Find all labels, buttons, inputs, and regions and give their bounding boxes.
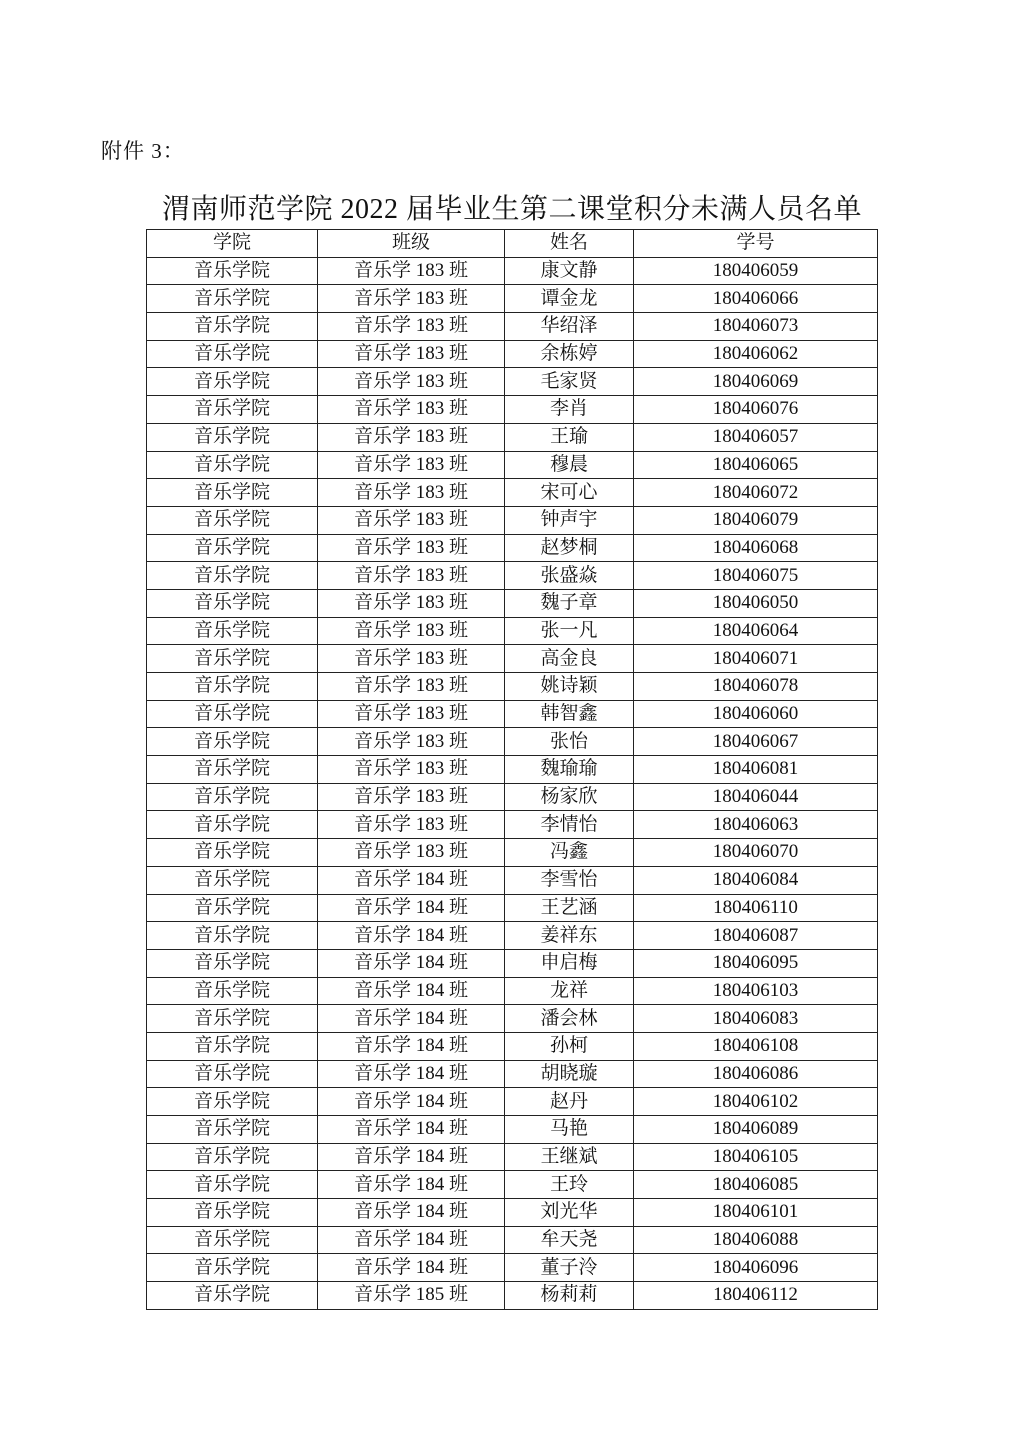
cell-class: 音乐学 184 班 [318, 1032, 505, 1060]
cell-name: 王继斌 [505, 1143, 634, 1171]
table-row [147, 811, 878, 839]
cell-student-id: 180406103 [634, 977, 878, 1005]
table-row [147, 645, 878, 673]
table-row [147, 1254, 878, 1282]
table-row [147, 617, 878, 645]
table-row [147, 1032, 878, 1060]
cell-student-id: 180406086 [634, 1060, 878, 1088]
cell-college: 音乐学院 [147, 949, 318, 977]
cell-class: 音乐学 183 班 [318, 423, 505, 451]
cell-student-id: 180406068 [634, 534, 878, 562]
cell-name: 李肖 [505, 396, 634, 424]
cell-class: 音乐学 183 班 [318, 506, 505, 534]
table-row [147, 479, 878, 507]
cell-college: 音乐学院 [147, 1005, 318, 1033]
cell-student-id: 180406084 [634, 866, 878, 894]
table-row [147, 562, 878, 590]
cell-class: 音乐学 184 班 [318, 977, 505, 1005]
cell-student-id: 180406064 [634, 617, 878, 645]
cell-student-id: 180406088 [634, 1226, 878, 1254]
attachment-label: 附件 3： [101, 139, 185, 163]
cell-name: 赵梦桐 [505, 534, 634, 562]
cell-class: 音乐学 183 班 [318, 451, 505, 479]
cell-name: 董子泠 [505, 1254, 634, 1282]
cell-student-id: 180406065 [634, 451, 878, 479]
cell-name: 张一凡 [505, 617, 634, 645]
cell-college: 音乐学院 [147, 423, 318, 451]
cell-class: 音乐学 185 班 [318, 1282, 505, 1310]
cell-name: 杨莉莉 [505, 1282, 634, 1310]
table-row [147, 673, 878, 701]
cell-student-id: 180406089 [634, 1116, 878, 1144]
cell-student-id: 180406083 [634, 1005, 878, 1033]
cell-college: 音乐学院 [147, 866, 318, 894]
table-row [147, 866, 878, 894]
cell-name: 姚诗颖 [505, 673, 634, 701]
cell-name: 余栋婷 [505, 340, 634, 368]
table-row [147, 340, 878, 368]
cell-name: 宋可心 [505, 479, 634, 507]
cell-name: 潘会林 [505, 1005, 634, 1033]
cell-student-id: 180406057 [634, 423, 878, 451]
table-row [147, 368, 878, 396]
table-row [147, 1088, 878, 1116]
cell-college: 音乐学院 [147, 1254, 318, 1282]
table-row [147, 977, 878, 1005]
table-body [147, 257, 878, 1309]
document-title: 渭南师范学院 2022 届毕业生第二课堂积分未满人员名单 [161, 194, 862, 225]
cell-college: 音乐学院 [147, 977, 318, 1005]
cell-name: 李情怡 [505, 811, 634, 839]
table-row [147, 313, 878, 341]
cell-college: 音乐学院 [147, 1199, 318, 1227]
cell-college: 音乐学院 [147, 257, 318, 285]
header-college: 学院 [147, 230, 318, 258]
cell-class: 音乐学 184 班 [318, 922, 505, 950]
cell-student-id: 180406085 [634, 1171, 878, 1199]
table-row [147, 949, 878, 977]
table-row [147, 257, 878, 285]
cell-student-id: 180406044 [634, 783, 878, 811]
cell-name: 张怡 [505, 728, 634, 756]
table-row [147, 839, 878, 867]
cell-college: 音乐学院 [147, 506, 318, 534]
cell-class: 音乐学 183 班 [318, 811, 505, 839]
cell-student-id: 180406078 [634, 673, 878, 701]
cell-class: 音乐学 184 班 [318, 949, 505, 977]
cell-class: 音乐学 183 班 [318, 617, 505, 645]
cell-name: 王艺涵 [505, 894, 634, 922]
cell-class: 音乐学 184 班 [318, 1005, 505, 1033]
cell-class: 音乐学 183 班 [318, 589, 505, 617]
cell-college: 音乐学院 [147, 756, 318, 784]
table-row [147, 589, 878, 617]
cell-student-id: 180406101 [634, 1199, 878, 1227]
cell-name: 魏子章 [505, 589, 634, 617]
table-row [147, 1005, 878, 1033]
cell-student-id: 180406066 [634, 285, 878, 313]
cell-name: 冯鑫 [505, 839, 634, 867]
cell-name: 马艳 [505, 1116, 634, 1144]
cell-class: 音乐学 183 班 [318, 396, 505, 424]
cell-college: 音乐学院 [147, 1060, 318, 1088]
cell-class: 音乐学 184 班 [318, 1060, 505, 1088]
cell-college: 音乐学院 [147, 1116, 318, 1144]
cell-student-id: 180406062 [634, 340, 878, 368]
table-row [147, 534, 878, 562]
cell-class: 音乐学 184 班 [318, 1254, 505, 1282]
cell-name: 康文静 [505, 257, 634, 285]
cell-class: 音乐学 183 班 [318, 645, 505, 673]
cell-student-id: 180406096 [634, 1254, 878, 1282]
table-row [147, 783, 878, 811]
cell-class: 音乐学 184 班 [318, 1226, 505, 1254]
header-student-id: 学号 [634, 230, 878, 258]
table-row [147, 1226, 878, 1254]
table-row [147, 756, 878, 784]
cell-college: 音乐学院 [147, 396, 318, 424]
cell-name: 毛家贤 [505, 368, 634, 396]
cell-college: 音乐学院 [147, 700, 318, 728]
cell-student-id: 180406067 [634, 728, 878, 756]
cell-name: 王瑜 [505, 423, 634, 451]
table-row [147, 894, 878, 922]
cell-name: 赵丹 [505, 1088, 634, 1116]
cell-student-id: 180406071 [634, 645, 878, 673]
cell-name: 华绍泽 [505, 313, 634, 341]
cell-student-id: 180406102 [634, 1088, 878, 1116]
table-row [147, 506, 878, 534]
cell-class: 音乐学 183 班 [318, 728, 505, 756]
cell-name: 穆晨 [505, 451, 634, 479]
cell-name: 姜祥东 [505, 922, 634, 950]
cell-name: 韩智鑫 [505, 700, 634, 728]
cell-student-id: 180406079 [634, 506, 878, 534]
cell-class: 音乐学 183 班 [318, 368, 505, 396]
cell-student-id: 180406105 [634, 1143, 878, 1171]
cell-student-id: 180406108 [634, 1032, 878, 1060]
cell-student-id: 180406072 [634, 479, 878, 507]
table-row [147, 1060, 878, 1088]
cell-name: 刘光华 [505, 1199, 634, 1227]
cell-name: 杨家欣 [505, 783, 634, 811]
cell-class: 音乐学 183 班 [318, 285, 505, 313]
cell-college: 音乐学院 [147, 589, 318, 617]
cell-college: 音乐学院 [147, 1032, 318, 1060]
header-class: 班级 [318, 230, 505, 258]
cell-class: 音乐学 183 班 [318, 313, 505, 341]
cell-name: 钟声宇 [505, 506, 634, 534]
cell-name: 王玲 [505, 1171, 634, 1199]
cell-student-id: 180406076 [634, 396, 878, 424]
table-row [147, 922, 878, 950]
cell-class: 音乐学 184 班 [318, 894, 505, 922]
cell-class: 音乐学 184 班 [318, 1171, 505, 1199]
cell-name: 牟天尧 [505, 1226, 634, 1254]
cell-class: 音乐学 183 班 [318, 340, 505, 368]
cell-class: 音乐学 184 班 [318, 1199, 505, 1227]
cell-student-id: 180406087 [634, 922, 878, 950]
cell-class: 音乐学 183 班 [318, 783, 505, 811]
cell-college: 音乐学院 [147, 562, 318, 590]
roster-table [146, 229, 878, 1310]
cell-name: 谭金龙 [505, 285, 634, 313]
cell-class: 音乐学 183 班 [318, 562, 505, 590]
table-row [147, 451, 878, 479]
cell-college: 音乐学院 [147, 313, 318, 341]
cell-college: 音乐学院 [147, 479, 318, 507]
table-row [147, 1143, 878, 1171]
cell-college: 音乐学院 [147, 285, 318, 313]
cell-name: 高金良 [505, 645, 634, 673]
cell-college: 音乐学院 [147, 1171, 318, 1199]
cell-college: 音乐学院 [147, 922, 318, 950]
table-row [147, 1282, 878, 1310]
cell-student-id: 180406063 [634, 811, 878, 839]
cell-name: 胡晓璇 [505, 1060, 634, 1088]
cell-student-id: 180406050 [634, 589, 878, 617]
cell-class: 音乐学 183 班 [318, 700, 505, 728]
cell-college: 音乐学院 [147, 1226, 318, 1254]
cell-college: 音乐学院 [147, 617, 318, 645]
cell-student-id: 180406060 [634, 700, 878, 728]
cell-class: 音乐学 183 班 [318, 257, 505, 285]
table-row [147, 728, 878, 756]
cell-college: 音乐学院 [147, 728, 318, 756]
cell-class: 音乐学 184 班 [318, 1116, 505, 1144]
cell-college: 音乐学院 [147, 645, 318, 673]
cell-college: 音乐学院 [147, 839, 318, 867]
cell-college: 音乐学院 [147, 451, 318, 479]
table-row [147, 700, 878, 728]
cell-college: 音乐学院 [147, 1282, 318, 1310]
cell-class: 音乐学 184 班 [318, 866, 505, 894]
cell-college: 音乐学院 [147, 783, 318, 811]
table-header-row [147, 230, 878, 258]
cell-college: 音乐学院 [147, 534, 318, 562]
cell-student-id: 180406075 [634, 562, 878, 590]
cell-class: 音乐学 183 班 [318, 756, 505, 784]
cell-name: 张盛焱 [505, 562, 634, 590]
cell-name: 孙柯 [505, 1032, 634, 1060]
cell-class: 音乐学 183 班 [318, 534, 505, 562]
cell-class: 音乐学 184 班 [318, 1088, 505, 1116]
cell-name: 李雪怡 [505, 866, 634, 894]
cell-college: 音乐学院 [147, 811, 318, 839]
table-row [147, 1199, 878, 1227]
cell-student-id: 180406073 [634, 313, 878, 341]
table-row [147, 1171, 878, 1199]
cell-class: 音乐学 184 班 [318, 1143, 505, 1171]
cell-student-id: 180406110 [634, 894, 878, 922]
cell-college: 音乐学院 [147, 894, 318, 922]
table-row [147, 423, 878, 451]
cell-student-id: 180406095 [634, 949, 878, 977]
table-row [147, 1116, 878, 1144]
cell-class: 音乐学 183 班 [318, 479, 505, 507]
table-row [147, 285, 878, 313]
cell-college: 音乐学院 [147, 1088, 318, 1116]
cell-college: 音乐学院 [147, 340, 318, 368]
cell-class: 音乐学 183 班 [318, 839, 505, 867]
cell-name: 申启梅 [505, 949, 634, 977]
cell-name: 魏瑜瑜 [505, 756, 634, 784]
cell-college: 音乐学院 [147, 673, 318, 701]
table-row [147, 396, 878, 424]
cell-student-id: 180406112 [634, 1282, 878, 1310]
cell-student-id: 180406070 [634, 839, 878, 867]
cell-student-id: 180406081 [634, 756, 878, 784]
cell-student-id: 180406059 [634, 257, 878, 285]
cell-name: 龙祥 [505, 977, 634, 1005]
header-name: 姓名 [505, 230, 634, 258]
cell-student-id: 180406069 [634, 368, 878, 396]
cell-college: 音乐学院 [147, 368, 318, 396]
cell-class: 音乐学 183 班 [318, 673, 505, 701]
cell-college: 音乐学院 [147, 1143, 318, 1171]
